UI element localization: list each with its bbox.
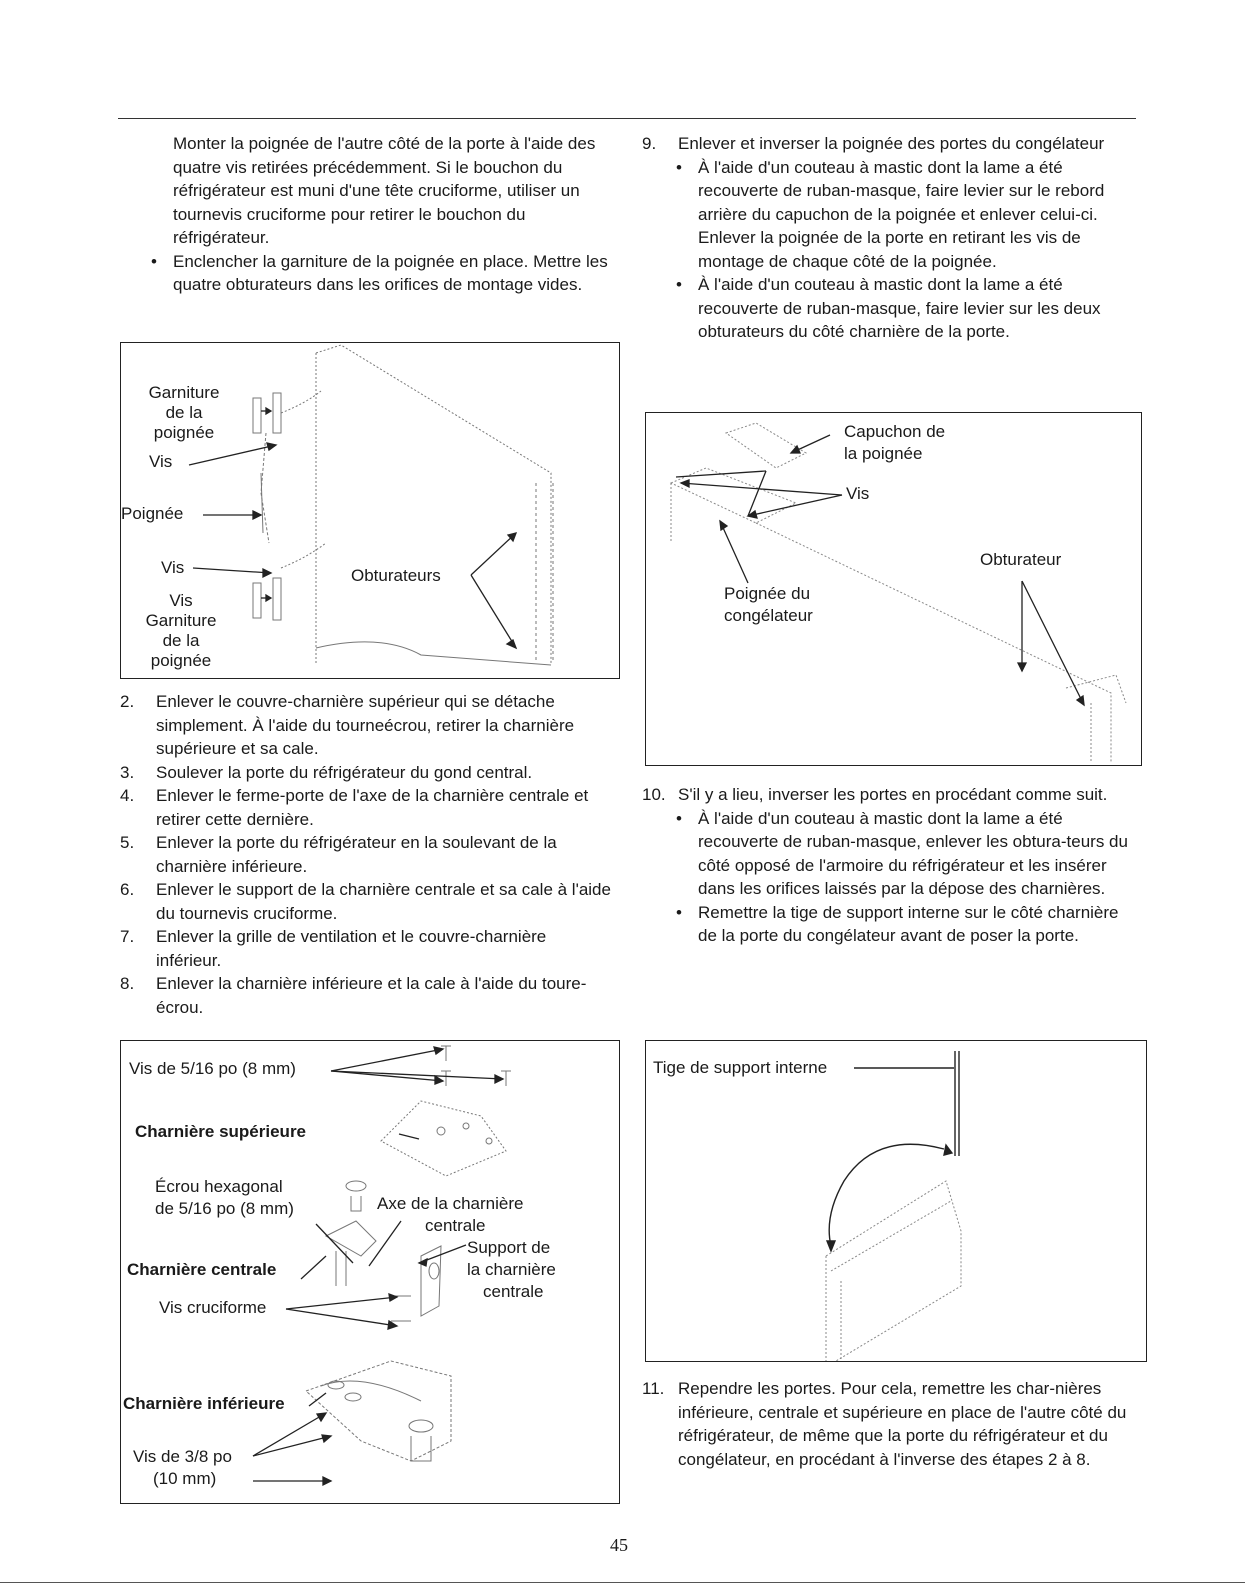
garniture-top-line2: de la: [165, 403, 203, 422]
axe-line2: centrale: [425, 1216, 486, 1235]
step-text: Enlever la charnière inférieure et la cale à l'aide du toure-écrou.: [156, 974, 587, 1017]
step-9-bullet-2-text: À l'aide d'un couteau à mastic dont la lame a été recouverte de ruban-masque, faire levier sur les deux obturateurs du côté charnière de la porte.: [698, 275, 1101, 341]
freezer-handle-figure: [645, 412, 1142, 766]
vis-label: Vis: [846, 484, 870, 503]
step-number: 6.: [120, 880, 135, 899]
vis-mid-label: Vis: [161, 558, 185, 577]
garniture-bottom-label: [131, 591, 231, 671]
step-10-bullets: [642, 807, 1139, 948]
capuchon-line2: la poignée: [844, 444, 923, 463]
steps-left-list: [120, 690, 615, 1019]
step-item: [120, 878, 615, 925]
step-9-title-text: Enlever et inverser la poignée des portes du congélateur: [678, 134, 1105, 153]
step-number: 4.: [120, 786, 135, 805]
vis-top-label: Vis: [149, 452, 173, 471]
bullet-dot: •: [676, 808, 682, 828]
step-10: [642, 783, 1139, 948]
step-9-bullet-2: [676, 273, 1134, 344]
step-10-bullet-2: [676, 901, 1139, 948]
bullet-dot: •: [676, 275, 682, 294]
left-intro: [151, 132, 613, 297]
step-number: 8.: [120, 974, 135, 993]
step-10-bullet-1: [676, 807, 1139, 901]
garniture-bottom-line2: de la: [162, 631, 200, 650]
step-text: Enlever la porte du réfrigérateur en la soulevant de la charnière inférieure.: [156, 833, 557, 876]
obturateurs-label: Obturateurs: [351, 566, 441, 585]
capuchon-line1: Capuchon de: [844, 422, 946, 441]
step-item: [120, 761, 615, 785]
step-11: [642, 1377, 1139, 1471]
step-text: Enlever le couvre-charnière supérieur qui se détache simplement. À l'aide du tourneécrou, retirer la charnière supérieure et sa cale.: [156, 692, 575, 758]
handle-figure: [120, 342, 620, 679]
bottom-rule: [0, 1582, 1245, 1583]
ecrou-line1: Écrou hexagonal: [155, 1177, 283, 1196]
ecrou-label: [155, 1176, 294, 1220]
poignee-label: Poignée: [121, 504, 184, 523]
vis-516-label: Vis de 5/16 po (8 mm): [129, 1059, 296, 1078]
step-11-text: Rependre les portes. Pour cela, remettre les char-nières inférieure, centrale et supérieure en place de l'autre côté du réfrigérateur, de même que la porte du réfrigérateur et du congélateur, en procédant à l'inverse des étapes 2 à 8.: [678, 1379, 1127, 1469]
charniere-centrale-label: Charnière centrale: [127, 1260, 277, 1279]
support-line3: centrale: [483, 1282, 544, 1301]
step-item: [120, 784, 615, 831]
step-10-bullet-1-text: À l'aide d'un couteau à mastic dont la lame a été recouverte de ruban-masque, enlever les obtura-teurs du côté opposé de l'armoire du réfrigérateur et les insérer dans les orifices laissés par la dépose des charnières.: [698, 808, 1128, 898]
vis-low-label: Vis: [169, 591, 193, 610]
step-text: Enlever le ferme-porte de l'axe de la charnière centrale et retirer cette dernière.: [156, 786, 589, 829]
bullet-dot: •: [151, 251, 157, 271]
support-rod-figure: [645, 1040, 1147, 1362]
intro-bullet-text: Enclencher la garniture de la poignée en place. Mettre les quatre obturateurs dans les orifices de montage vides.: [173, 251, 608, 294]
step-9-bullet-1-text: À l'aide d'un couteau à mastic dont la lame a été recouverte de ruban-masque, faire levier sur le rebord arrière du capuchon de la poignée et enlever celui-ci. Enlever la poignée de la porte en retirant les vis de montage de chaque côté de la poignée.: [698, 157, 1105, 271]
step-number: 2.: [120, 692, 135, 711]
step-11-number: 11.: [642, 1379, 665, 1398]
poignee-line1: Poignée du: [724, 584, 811, 603]
vis-38-line2: (10 mm): [153, 1469, 217, 1488]
poignee-congelateur-label: [724, 583, 813, 627]
intro-bullet: [151, 250, 613, 297]
page-number: 45: [610, 1535, 628, 1555]
garniture-bottom-line3: poignée: [150, 651, 212, 670]
bullet-dot: •: [676, 902, 682, 922]
garniture-top-label: [139, 383, 229, 443]
vis-38-line1: Vis de 3/8 po: [133, 1447, 232, 1466]
ecrou-line2: de 5/16 po (8 mm): [155, 1199, 294, 1218]
step-item: [120, 972, 615, 1019]
step-number: 3.: [120, 762, 135, 782]
charniere-inferieure-label: Charnière inférieure: [123, 1394, 285, 1413]
step-number: 5.: [120, 833, 135, 852]
step-9: [642, 132, 1134, 344]
step-11-paragraph: [642, 1377, 1139, 1471]
garniture-bottom-line1: Garniture: [145, 611, 217, 630]
step-9-bullets: [642, 156, 1134, 344]
step-text: Enlever la grille de ventilation et le couvre-charnière inférieur.: [156, 927, 547, 970]
hinge-figure: [120, 1040, 620, 1504]
step-10-number: 10.: [642, 785, 666, 804]
steps-left: [120, 690, 615, 1019]
support-label: [467, 1237, 556, 1303]
vis-cruciforme-label: Vis cruciforme: [159, 1298, 267, 1317]
step-9-bullet-1: [676, 156, 1134, 274]
vis-38-label: [133, 1446, 232, 1490]
support-line1: Support de: [467, 1238, 551, 1257]
capuchon-label: [844, 421, 945, 465]
garniture-top-line1: Garniture: [148, 383, 220, 402]
step-10-title-text: S'il y a lieu, inverser les portes en procédant comme suit.: [678, 785, 1108, 804]
obturateur-label: Obturateur: [980, 550, 1062, 569]
step-10-bullet-2-text: Remettre la tige de support interne sur le côté charnière de la porte du congélateur avant de poser la porte.: [698, 902, 1119, 945]
axe-label: [377, 1193, 523, 1237]
tige-label: Tige de support interne: [653, 1058, 828, 1077]
support-line2: la charnière: [467, 1260, 556, 1279]
charniere-superieure-label: Charnière supérieure: [135, 1122, 307, 1141]
poignee-line2: congélateur: [724, 606, 813, 625]
step-number: 7.: [120, 927, 135, 946]
axe-line1: Axe de la charnière: [377, 1194, 524, 1213]
step-item: [120, 690, 615, 761]
step-10-title: [642, 783, 1139, 807]
step-item: [120, 831, 615, 878]
step-text: Enlever le support de la charnière centrale et sa cale à l'aide du tournevis cruciforme.: [156, 880, 611, 923]
step-9-title: [642, 132, 1134, 156]
freezer-handle-illustration: [646, 413, 1141, 765]
garniture-top-line3: poignée: [153, 423, 215, 442]
support-rod-illustration: [646, 1041, 1146, 1361]
step-item: [120, 925, 615, 972]
intro-paragraph: Monter la poignée de l'autre côté de la porte à l'aide des quatre vis retirées précédemment. Si le bouchon du réfrigérateur est muni d'une tête cruciforme, utiliser un tournevis cruciforme pour retirer le bouchon du réfrigérateur.: [173, 134, 596, 247]
top-rule: [118, 118, 1136, 119]
step-9-number: 9.: [642, 134, 657, 153]
step-text: Soulever la porte du réfrigérateur du gond central.: [156, 762, 533, 782]
bullet-dot: •: [676, 157, 682, 177]
